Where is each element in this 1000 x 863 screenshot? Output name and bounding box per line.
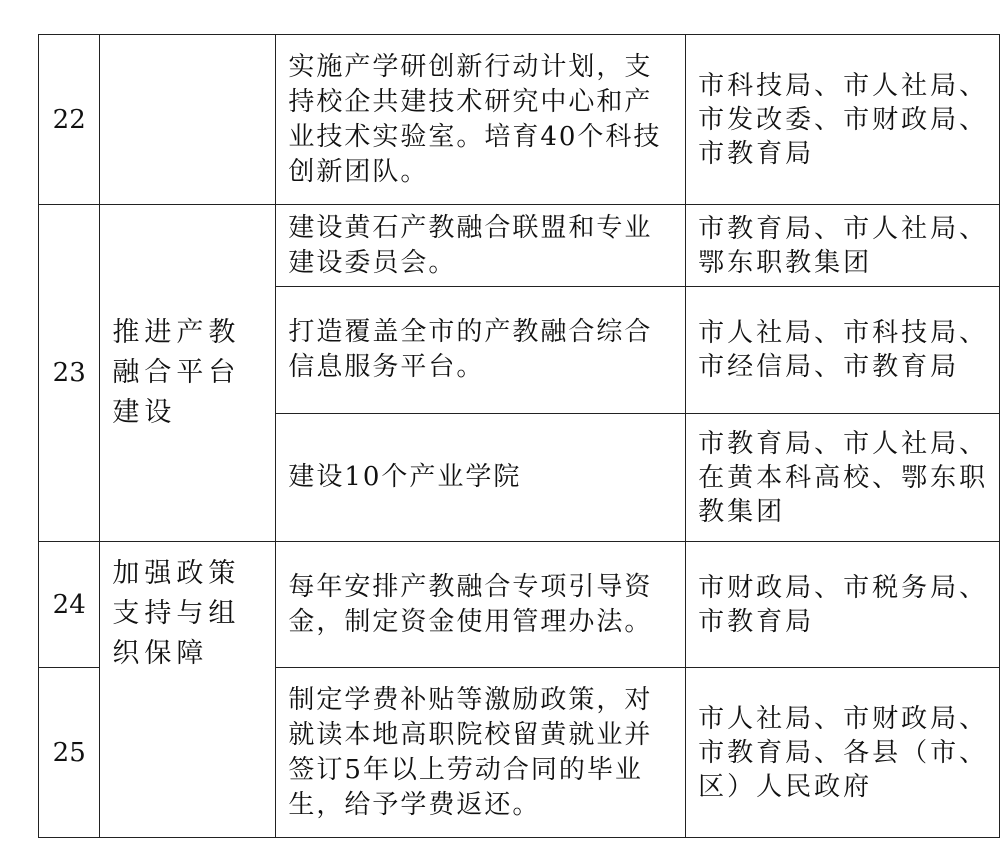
- department-cell: 市财政局、市税务局、市教育局: [686, 542, 1000, 668]
- policy-task-table: [38, 34, 1000, 838]
- row-number: 23: [39, 205, 100, 542]
- department-cell: 市人社局、市财政局、市教育局、各县（市、区）人民政府: [686, 668, 1000, 838]
- category-cell: [100, 35, 276, 205]
- task-cell: 建设黄石产教融合联盟和专业建设委员会。: [276, 205, 686, 287]
- row-number: 25: [39, 668, 100, 838]
- task-cell: 打造覆盖全市的产教融合综合信息服务平台。: [276, 287, 686, 414]
- task-cell: 建设10个产业学院: [276, 414, 686, 542]
- table-row: [39, 542, 1000, 668]
- task-cell: 制定学费补贴等激励政策，对就读本地高职院校留黄就业并签订5年以上劳动合同的毕业生，给予学费返还。: [276, 668, 686, 838]
- task-cell: 每年安排产教融合专项引导资金，制定资金使用管理办法。: [276, 542, 686, 668]
- department-cell: 市教育局、市人社局、在黄本科高校、鄂东职教集团: [686, 414, 1000, 542]
- table-row: [39, 35, 1000, 205]
- department-cell: 市人社局、市科技局、市经信局、市教育局: [686, 287, 1000, 414]
- category-cell: 加强政策支持与组织保障: [100, 542, 276, 838]
- task-cell: 实施产学研创新行动计划，支持校企共建技术研究中心和产业技术实验室。培育40个科技创新团队。: [276, 35, 686, 205]
- table-row: [39, 205, 1000, 287]
- category-cell: 推进产教融合平台建设: [100, 205, 276, 542]
- department-cell: 市教育局、市人社局、鄂东职教集团: [686, 205, 1000, 287]
- row-number: 22: [39, 35, 100, 205]
- department-cell: 市科技局、市人社局、市发改委、市财政局、市教育局: [686, 35, 1000, 205]
- row-number: 24: [39, 542, 100, 668]
